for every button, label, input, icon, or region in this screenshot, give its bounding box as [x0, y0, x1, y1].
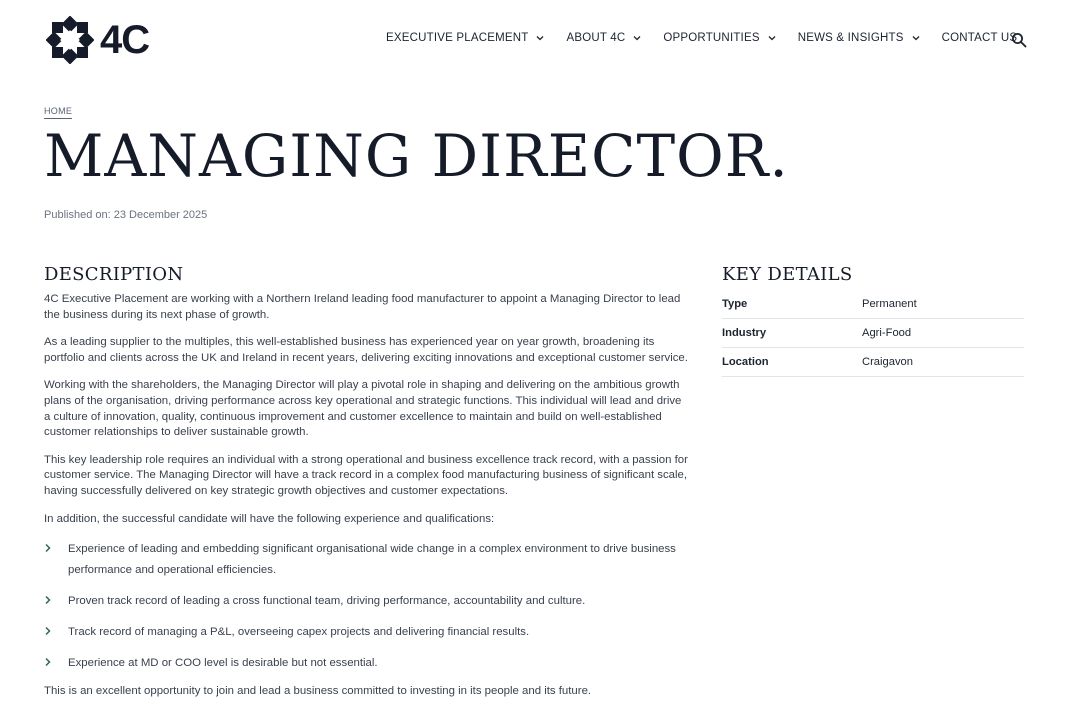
nav-label: NEWS & INSIGHTS	[797, 32, 904, 44]
nav-opportunities[interactable]	[663, 32, 775, 44]
nav-executive-placement[interactable]	[386, 32, 544, 44]
site-header	[0, 0, 1080, 80]
key-details-heading: KEY DETAILS	[722, 264, 853, 285]
nav-label: CONTACT US	[941, 32, 1018, 44]
key-value: Craigavon	[862, 356, 913, 368]
key-row-location	[722, 348, 1024, 377]
key-details-section	[722, 264, 1024, 377]
logo-mark-icon	[46, 16, 94, 64]
key-row-industry	[722, 319, 1024, 348]
list-item-text: Experience at MD or COO level is desirable but not essential.	[68, 657, 378, 670]
nav-label: ABOUT 4C	[566, 32, 626, 44]
list-item-text: Proven track record of leading a cross functional team, driving performance, accountability and culture.	[68, 595, 586, 608]
list-item-text: Track record of managing a P&L, overseeing capex projects and delivering financial results.	[68, 626, 530, 639]
list-item	[44, 539, 689, 581]
nav-contact-us[interactable]	[942, 32, 1018, 44]
main-nav	[386, 32, 1017, 44]
description-paragraph: 4C Executive Placement are working with a Northern Ireland leading food manufacturer to appoint a Managing Director to lead the business during its next phase of growth.	[44, 293, 681, 321]
chevron-right-icon	[44, 595, 52, 605]
nav-news-insights[interactable]	[798, 32, 920, 44]
logo[interactable]	[46, 16, 149, 64]
chevron-down-icon	[536, 34, 544, 42]
published-date: Published on: 23 December 2025	[44, 209, 208, 221]
nav-label: EXECUTIVE PLACEMENT	[386, 32, 529, 44]
key-label: Location	[722, 356, 769, 368]
list-item	[44, 622, 689, 643]
chevron-right-icon	[44, 626, 52, 636]
description-section	[44, 264, 689, 712]
key-label: Type	[722, 298, 748, 310]
list-item	[44, 653, 689, 674]
description-paragraph: This key leadership role requires an individual with a strong operational and business excellence track record, with a passion for customer service. The Managing Director will have a track record in a complex food manufacturing business of significant scale, having successfully delivered on key strategic growth objectives and customer expectations.	[44, 453, 688, 497]
key-row-type	[722, 290, 1024, 319]
key-label: Industry	[722, 327, 767, 339]
description-paragraph: As a leading supplier to the multiples, this well-established business has experienced year on year growth, broadening its portfolio and clients across the UK and Ireland in recent years, delivering exciting innovations and exceptional customer service.	[44, 336, 688, 364]
chevron-down-icon	[768, 34, 776, 42]
description-paragraph: Working with the shareholders, the Managing Director will play a pivotal role in shaping and delivering on the ambitious growth plans of the organisation, driving performance across key operational and strategic functions. This individual will lead and drive a culture of innovation, quality, continuous improvement and customer excellence to maintain and build on well-established customer relationships to deliver sustainable growth.	[44, 379, 682, 439]
page-title: MANAGING DIRECTOR.	[44, 122, 789, 190]
chevron-right-icon	[44, 543, 52, 553]
list-item-text: Experience of leading and embedding significant organisational wide change in a complex environment to drive business performance and operational efficiencies.	[68, 543, 676, 577]
chevron-down-icon	[912, 34, 920, 42]
description-paragraph: In addition, the successful candidate will have the following experience and qualifications:	[44, 512, 495, 525]
key-value: Agri-Food	[862, 327, 912, 339]
key-value: Permanent	[862, 298, 917, 310]
chevron-down-icon	[633, 34, 641, 42]
nav-label: OPPORTUNITIES	[663, 32, 760, 44]
logo-text: 4C	[100, 18, 150, 62]
description-heading: DESCRIPTION	[44, 264, 184, 285]
nav-about-4c[interactable]	[566, 32, 641, 44]
list-item	[44, 591, 689, 612]
search-icon[interactable]	[1011, 32, 1027, 48]
description-closing: This is an excellent opportunity to join and lead a business committed to investing in its people and its future.	[44, 685, 592, 698]
qualifications-list	[44, 539, 689, 674]
breadcrumb-home[interactable]: HOME	[44, 106, 72, 119]
chevron-right-icon	[44, 657, 52, 667]
